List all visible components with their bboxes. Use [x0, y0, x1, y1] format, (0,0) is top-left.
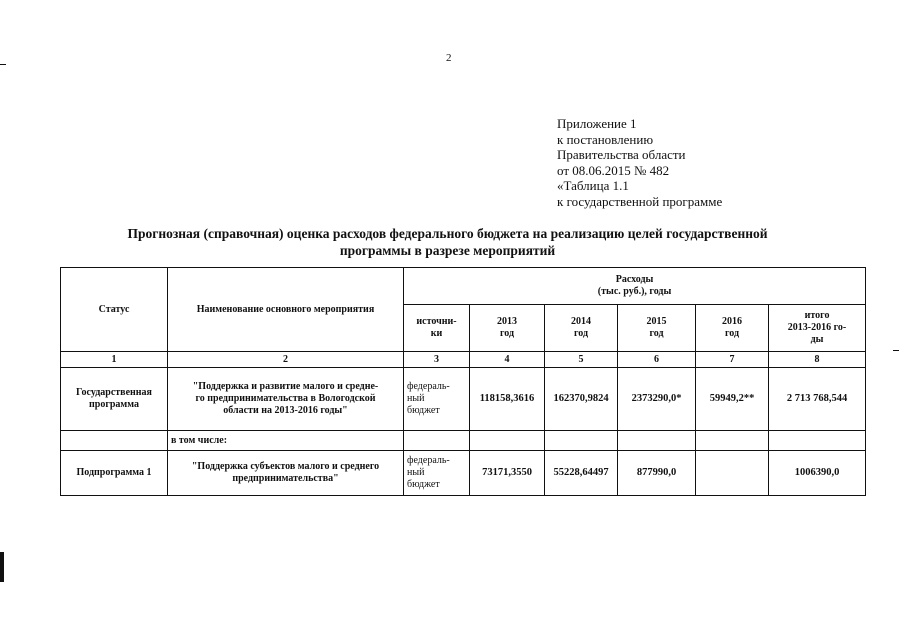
row-value-2016 [696, 451, 769, 496]
row-value-2014: 55228,64497 [545, 451, 618, 496]
header-year-2014: 2014 год [545, 305, 618, 352]
appendix-line: Приложение 1 [557, 116, 637, 131]
appendix-block [557, 116, 722, 209]
header-year-2013: 2013 год [470, 305, 545, 352]
header-expenses: Расходы (тыс. руб.), годы [404, 268, 866, 305]
column-number: 4 [470, 352, 545, 368]
table-row [61, 431, 866, 451]
header-row [61, 268, 866, 305]
header-name: Наименование основного мероприятия [168, 268, 404, 352]
appendix-line: к государственной программе [557, 193, 723, 209]
header-status: Статус [61, 268, 168, 352]
appendix-line: Правительства области [557, 147, 686, 162]
row-value-2014: 162370,9824 [545, 368, 618, 431]
row-value-total: 1006390,0 [769, 451, 866, 496]
column-number: 7 [696, 352, 769, 368]
row-value-2013 [470, 431, 545, 451]
header-year-2016: 2016 год [696, 305, 769, 352]
row-value-2015 [618, 431, 696, 451]
column-number: 3 [404, 352, 470, 368]
column-number-row [61, 352, 866, 368]
row-value-2015: 2373290,0* [618, 368, 696, 431]
row-value-2013: 73171,3550 [470, 451, 545, 496]
row-status: Государственная программа [61, 368, 168, 431]
scan-edge-mark [0, 64, 6, 65]
row-value-2016: 59949,2** [696, 368, 769, 431]
scan-edge-mark [0, 552, 4, 582]
row-value-total [769, 431, 866, 451]
column-number: 5 [545, 352, 618, 368]
row-name: "Поддержка и развитие малого и средне- го предпринимательства в Вологодской области на 2013-2016 годы" [168, 368, 404, 431]
column-number: 8 [769, 352, 866, 368]
row-status [61, 431, 168, 451]
row-name: в том числе: [168, 431, 404, 451]
page-number: 2 [446, 52, 452, 64]
row-value-2014 [545, 431, 618, 451]
row-status: Подпрограмма 1 [61, 451, 168, 496]
column-number: 6 [618, 352, 696, 368]
appendix-line: от 08.06.2015 № 482 [557, 162, 670, 178]
row-source: федераль- ный бюджет [404, 451, 470, 496]
appendix-line: «Таблица 1.1 [557, 178, 629, 193]
row-name: "Поддержка субъектов малого и среднего предпринимательства" [168, 451, 404, 496]
appendix-line: к постановлению [557, 131, 654, 147]
header-source: источни- ки [404, 305, 470, 352]
document-title: Прогнозная (справочная) оценка расходов федерального бюджета на реализацию целей государственной программы в разрезе мероприятий [127, 226, 768, 258]
budget-table [60, 267, 866, 496]
row-value-2015: 877990,0 [618, 451, 696, 496]
row-value-2016 [696, 431, 769, 451]
row-value-2013: 118158,3616 [470, 368, 545, 431]
table-row [61, 368, 866, 431]
row-source: федераль- ный бюджет [404, 368, 470, 431]
row-source [404, 431, 470, 451]
table-row [61, 451, 866, 496]
row-value-total: 2 713 768,544 [769, 368, 866, 431]
scan-edge-mark [893, 350, 899, 351]
header-total: итого 2013-2016 го- ды [769, 305, 866, 352]
column-number: 1 [61, 352, 168, 368]
header-year-2015: 2015 год [618, 305, 696, 352]
column-number: 2 [168, 352, 404, 368]
